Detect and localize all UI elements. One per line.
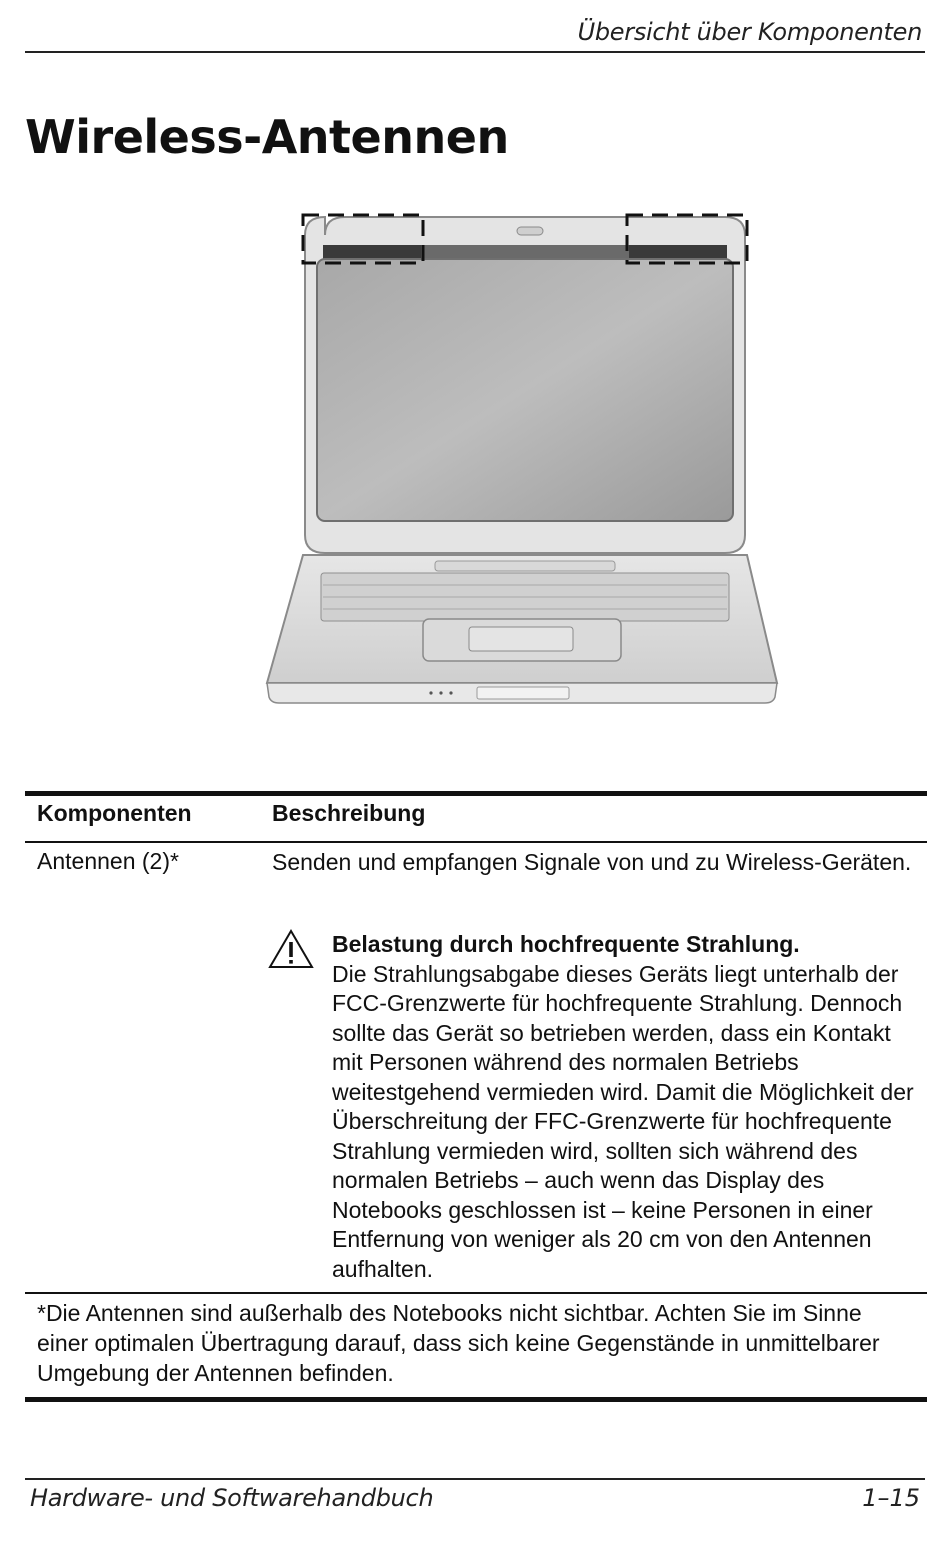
warning-triangle-icon [268,928,314,970]
component-cell: Antennen (2)* [37,848,179,874]
table-footnote: *Die Antennen sind außerhalb des Notebooks nicht sichtbar. Achten Sie im Sinne einer optimalen Übertragung darauf, dass sich keine Gegenstände in unmittelbarer Umgebung der Antennen befinden. [37,1300,880,1386]
warning-title: Belastung durch hochfrequente Strahlung. [332,931,800,957]
page-title: Wireless-Antennen [25,110,509,164]
footer-rule [25,1478,925,1480]
footer-manual-title: Hardware- und Softwarehandbuch [30,1484,434,1512]
header-rule [25,51,925,53]
footnote-rule [25,1292,927,1294]
warning-note [332,930,922,1284]
footer-page-number: 1–15 [862,1484,920,1512]
laptop-illustration [255,205,790,725]
running-header: Übersicht über Komponenten [577,18,922,46]
warning-text: Die Strahlungsabgabe dieses Geräts liegt unterhalb der FCC-Grenzwerte für hochfrequente Strahlung. Dennoch sollte das Gerät so betrieben werden, dass ein Kontakt mit Personen während des normalen Betriebs weitestgehend vermieden wird. Damit die Möglichkeit der Überschreitung der FFC-Grenzwerte für hochfrequente Strahlung vermieden wird, sollten sich während des normalen Betriebs – auch wenn das Display des Notebooks geschlossen ist – keine Personen in einer Entfernung von weniger als 20 cm von den Antennen aufhalten. [332,960,914,1282]
table-bottom-rule [25,1397,927,1402]
column-header-components: Komponenten [37,800,192,826]
table-header-rule [25,841,927,843]
description-cell: Senden und empfangen Signale von und zu Wireless-Geräten. [272,849,912,875]
column-header-description: Beschreibung [272,800,426,826]
table-top-rule [25,791,927,796]
